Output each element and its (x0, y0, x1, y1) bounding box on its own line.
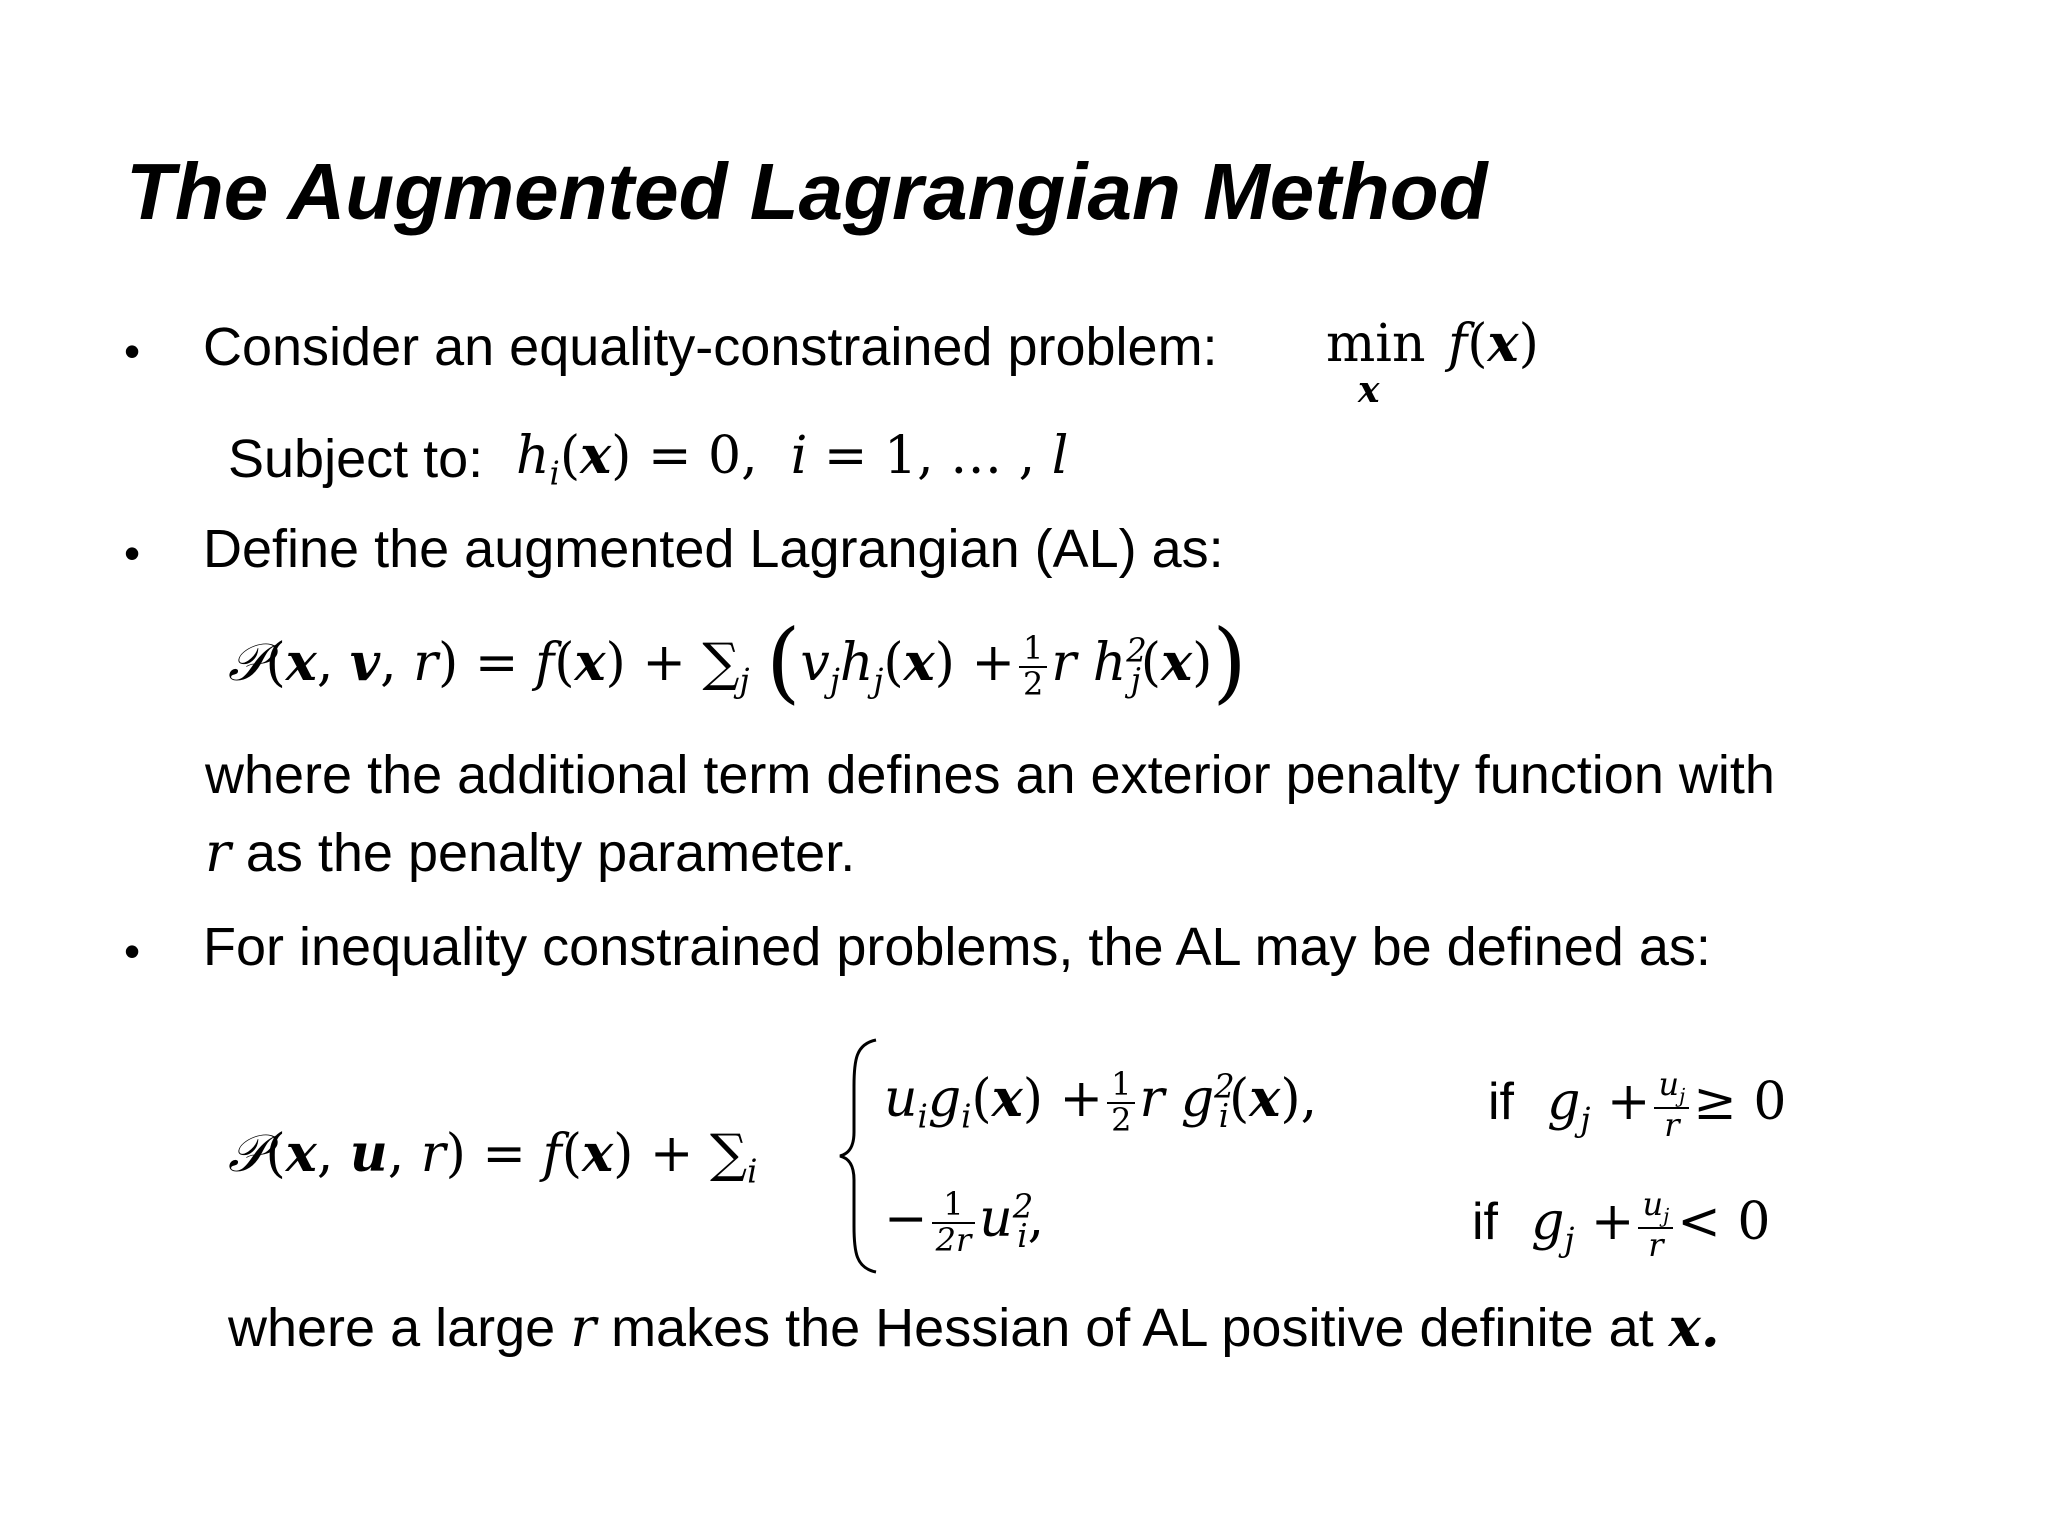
case1-expression: $u_ig_i(x)$ + $\frac{1}{2}$ r $g^2_i(x)$, (884, 1065, 1318, 1139)
penalty-note-rest: as the penalty parameter. (245, 823, 856, 883)
left-brace (838, 1036, 880, 1276)
case1-condition: if $g_j$ + $\frac{u_j}{r}$ ≥ 0 (1488, 1065, 1787, 1145)
bullet-marker: • (124, 527, 141, 579)
objective-function: f(x) (1448, 313, 1539, 374)
penalty-note-line1: where the additional term defines an exterior penalty function with (205, 745, 1775, 805)
equality-constraint: $h_i(x) = 0$, i = 1, … , l (516, 425, 1069, 493)
bullet3-text: For inequality constrained problems, the AL may be defined as: (203, 917, 1711, 977)
bullet-marker: • (124, 925, 141, 977)
min-subscript: x (1358, 369, 1380, 411)
var-r: r (570, 1296, 597, 1359)
min-operator (1326, 314, 1426, 374)
var-x: x. (1668, 1295, 1720, 1359)
constraint-label: Subject to: (228, 429, 484, 489)
bullet-marker: • (124, 325, 141, 377)
al-equation: 𝒫(x, v, $r) = f(x) + \sum_j$ ($v_jh_j(x)$ + $\frac{1}{2}$ r $h^2_j(x)$) (228, 610, 1247, 713)
hessian-note-mid: makes the Hessian of AL positive definite at (611, 1298, 1654, 1358)
hessian-note (228, 1295, 1720, 1359)
bullet2-text: Define the augmented Lagrangian (AL) as: (203, 519, 1224, 579)
case2-condition: if $g_j$ + $\frac{u_j}{r}$ < 0 (1472, 1185, 1771, 1265)
hessian-note-prefix: where a large (228, 1298, 556, 1358)
slide-title: The Augmented Lagrangian Method (126, 147, 1488, 236)
al-inequality-lhs: 𝒫(x, u, $r) = f(x) + \sum_i$ (228, 1123, 758, 1191)
min-label: min (1326, 314, 1426, 374)
bullet1-text: Consider an equality-constrained problem: (203, 317, 1218, 377)
var-r: r (205, 821, 231, 884)
case2-expression: − $\frac{1}{2r}$ $u^2_i$, (884, 1185, 1045, 1259)
penalty-note-line2 (205, 821, 856, 884)
